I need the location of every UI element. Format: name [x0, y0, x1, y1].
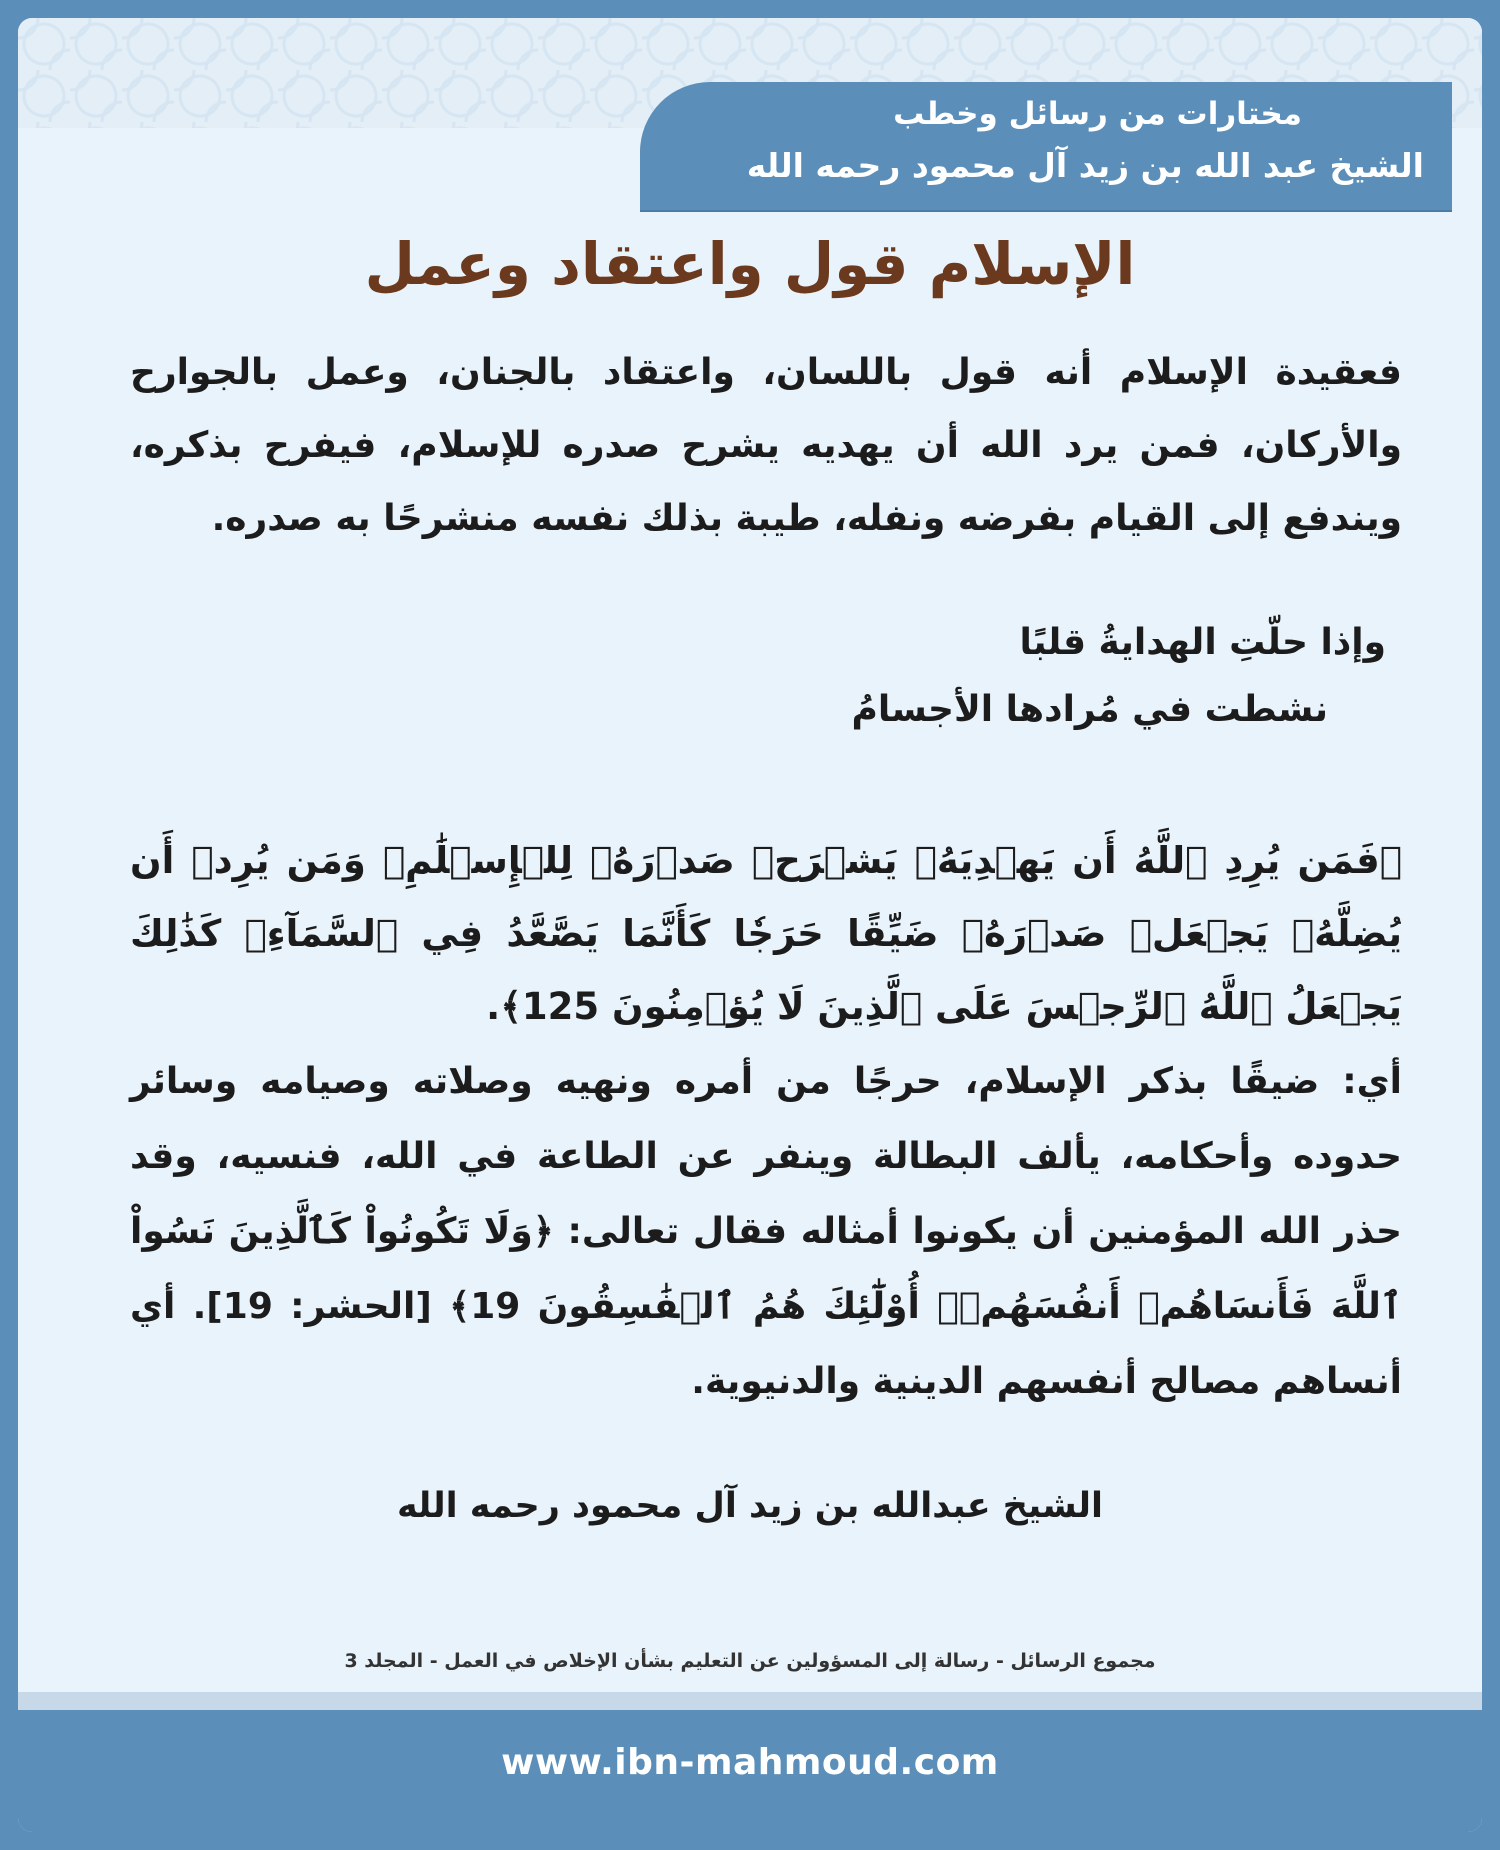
- quran-quote: ﴿فَمَن يُرِدِ ٱللَّهُ أَن يَهۡدِيَهُۥ يَشۡرَحۡ صَدۡرَهُۥ لِلۡإِسۡلَٰمِۖ وَمَن يُرِدۡ أَن يُضِلَّهُۥ يَجۡعَلۡ صَدۡرَهُۥ ضَيِّقًا حَرَجٗا كَأَنَّمَا يَصَّعَّدُ فِي ٱلسَّمَآءِۚ كَذَٰلِكَ يَجۡعَلُ ٱللَّهُ ٱلرِّجۡسَ عَلَى ٱلَّذِينَ لَا يُؤۡمِنُونَ 125﴾.: [130, 839, 1402, 1028]
- paragraph-explanation: أي: ضيقًا بذكر الإسلام، حرجًا من أمره ونهيه وصلاته وصيامه وسائر حدوده وأحكامه، يألف البطالة وينفر عن الطاعة في الله، فنسيه، وقد حذر الله المؤمنين أن يكونوا أمثاله فقال تعالى: ﴿وَلَا تَكُونُواْ كَٱلَّذِينَ نَسُواْ ٱللَّهَ فَأَنسَاهُمۡ أَنفُسَهُمۡۚ أُوْلَٰٓئِكَ هُمُ ٱلۡفَٰسِقُونَ 19﴾ [الحشر: 19]. أي أنساهم مصالح أنفسهم الدينية والدنيوية.: [130, 1061, 1402, 1402]
- page-frame: [18, 18, 1482, 1832]
- header-tab: [640, 82, 1452, 210]
- poetry-verse-line-2: نشطت في مُرادها الأجسامُ: [851, 689, 1328, 730]
- header-author-name: الشيخ عبد الله بن زيد آل محمود رحمه الله: [746, 146, 1424, 185]
- page-title: الإسلام قول واعتقاد وعمل: [364, 230, 1136, 298]
- footer-bar: [18, 1710, 1482, 1832]
- author-signature: الشيخ عبدالله بن زيد آل محمود رحمه الله: [396, 1486, 1104, 1526]
- header-collection-title: مختارات من رسائل وخطب: [893, 96, 1302, 132]
- poetry-verse-line-1: وإذا حلّتِ الهدايةُ قلبًا: [1019, 622, 1386, 663]
- footer-divider: [18, 1692, 1482, 1710]
- paragraph-intro: فعقيدة الإسلام أنه قول باللسان، واعتقاد بالجنان، وعمل بالجوارح والأركان، فمن يرد الله أن يهديه يشرح صدره للإسلام، فيفرح بذكره، ويندفع إلى القيام بفرضه ونفله، طيبة بذلك نفسه منشرحًا به صدره.: [130, 352, 1402, 539]
- source-citation: مجموع الرسائل - رسالة إلى المسؤولين عن التعليم بشأن الإخلاص في العمل - المجلد 3: [344, 1650, 1156, 1672]
- website-link[interactable]: www.ibn-mahmoud.com: [501, 1742, 999, 1783]
